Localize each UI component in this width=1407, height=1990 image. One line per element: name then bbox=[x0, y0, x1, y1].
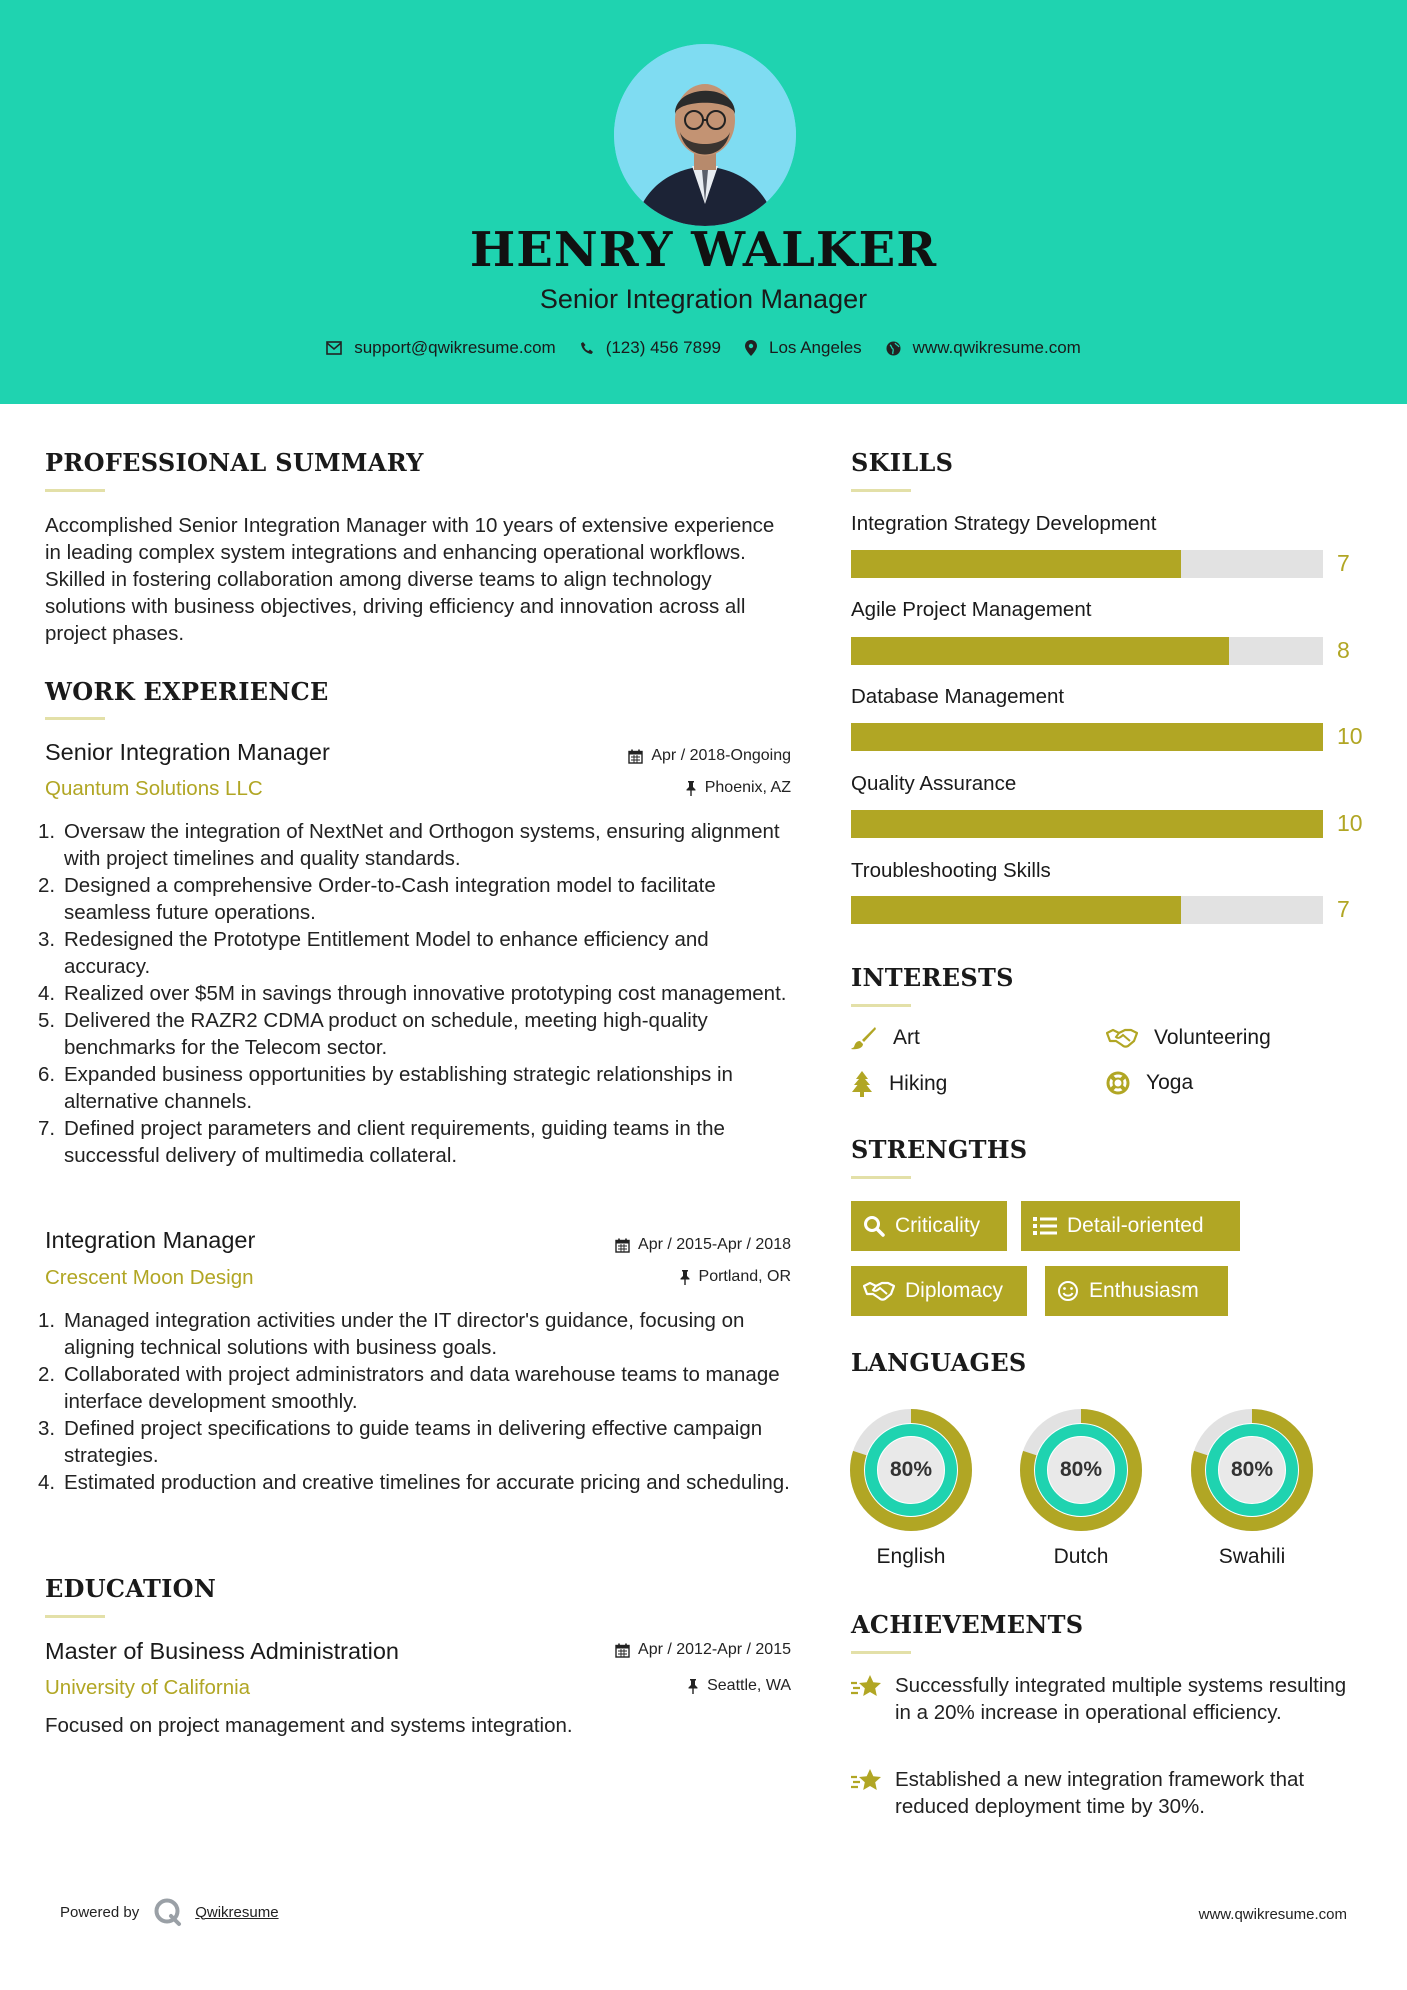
education-description: Focused on project management and systems integration. bbox=[45, 1714, 573, 1737]
skill-label: Database Management bbox=[851, 685, 1065, 708]
achievement-item bbox=[851, 1672, 1351, 1726]
job-title-2: Integration Manager bbox=[45, 1227, 256, 1253]
contact-email-text: support@qwikresume.com bbox=[354, 338, 556, 357]
strength-label: Diplomacy bbox=[905, 1279, 1004, 1302]
candidate-title: Senior Integration Manager bbox=[539, 284, 868, 314]
contact-bar bbox=[0, 338, 1407, 358]
phone-icon bbox=[580, 341, 594, 355]
strengths-heading: STRENGTHS bbox=[851, 1135, 1028, 1164]
footer-website[interactable]: www.qwikresume.com bbox=[1198, 1906, 1347, 1923]
qwikresume-logo-icon bbox=[153, 1897, 183, 1927]
job-location-1 bbox=[540, 779, 791, 797]
job-location-2 bbox=[540, 1268, 791, 1286]
education-location bbox=[540, 1677, 791, 1695]
powered-by-text: Powered by bbox=[60, 1903, 140, 1921]
strength-label: Enthusiasm bbox=[1089, 1279, 1199, 1302]
skill-label: Quality Assurance bbox=[851, 772, 1017, 795]
summary-rule bbox=[45, 489, 105, 492]
list-item: 4. Estimated production and creative timelines for accurate pricing and scheduling. bbox=[38, 1471, 790, 1494]
skill-bar-fill bbox=[851, 810, 1323, 838]
interest-volunteering bbox=[1106, 1026, 1271, 1050]
list-item: 3. Redesigned the Prototype Entitlement Model to enhance efficiency and accuracy. bbox=[38, 928, 709, 978]
interest-label: Yoga bbox=[1146, 1071, 1194, 1094]
language-name: Dutch bbox=[1053, 1545, 1109, 1568]
lifering-icon bbox=[1106, 1071, 1130, 1095]
job-bullets-1 bbox=[38, 818, 798, 1169]
list-item: 1. Oversaw the integration of NextNet and Orthogon systems, ensuring alignment with project timelines and quality standards. bbox=[38, 820, 780, 870]
footer-powered-by bbox=[60, 1897, 279, 1927]
tree-icon bbox=[851, 1071, 873, 1097]
list-item: 1. Managed integration activities under the IT director's guidance, focusing on aligning technical solutions with business goals. bbox=[38, 1309, 745, 1359]
interest-label: Hiking bbox=[889, 1072, 948, 1095]
interest-label: Art bbox=[893, 1026, 920, 1049]
interest-art bbox=[851, 1026, 920, 1050]
education-location-text: Seattle, WA bbox=[707, 1677, 791, 1694]
interest-label: Volunteering bbox=[1154, 1026, 1271, 1049]
award-star-icon bbox=[851, 1768, 883, 1794]
job-location-text-2: Portland, OR bbox=[698, 1268, 791, 1285]
candidate-name: HENRY WALKER bbox=[469, 222, 938, 278]
interests-rule bbox=[851, 1004, 911, 1007]
contact-location-text: Los Angeles bbox=[769, 338, 862, 357]
job-date-text-2: Apr / 2015-Apr / 2018 bbox=[638, 1236, 791, 1253]
contact-phone-text: (123) 456 7899 bbox=[605, 338, 722, 357]
achievements-heading: ACHIEVEMENTS bbox=[851, 1610, 1084, 1639]
skill-value: 8 bbox=[1337, 637, 1350, 663]
skills-heading: SKILLS bbox=[851, 448, 954, 477]
language-ring bbox=[1191, 1409, 1313, 1531]
summary-text: Accomplished Senior Integration Manager with 10 years of extensive experience in leading complex system integrations and enhancing operational workflows. Skilled in fostering collaboration among diverse teams to align technology solutions with business objectives, driving efficiency and innovation across all project phases. bbox=[45, 514, 775, 645]
contact-website-text: www.qwikresume.com bbox=[912, 338, 1081, 357]
skill-bar-fill bbox=[851, 637, 1229, 665]
strength-chip-criticality bbox=[851, 1201, 1007, 1251]
strength-chip-diplomacy bbox=[851, 1266, 1027, 1316]
skill-bar-fill bbox=[851, 723, 1323, 751]
contact-location bbox=[745, 338, 862, 358]
language-dutch bbox=[1020, 1409, 1142, 1569]
calendar-icon bbox=[628, 749, 643, 764]
envelope-icon bbox=[326, 341, 342, 355]
list-item: 2. Designed a comprehensive Order-to-Cash integration model to facilitate seamless future operations. bbox=[38, 874, 716, 924]
smile-icon bbox=[1057, 1280, 1079, 1302]
interests-heading: INTERESTS bbox=[851, 963, 1014, 992]
map-marker-icon bbox=[745, 340, 757, 356]
skill-label: Troubleshooting Skills bbox=[851, 859, 1051, 882]
education-date bbox=[540, 1641, 791, 1659]
strength-label: Criticality bbox=[895, 1214, 981, 1237]
header-banner bbox=[0, 0, 1407, 404]
strengths-rule bbox=[851, 1176, 911, 1179]
handshake-icon bbox=[863, 1280, 895, 1302]
skill-bar bbox=[851, 810, 1323, 838]
pushpin-icon bbox=[679, 1270, 691, 1285]
calendar-icon bbox=[615, 1643, 630, 1658]
job-company-2: Crescent Moon Design bbox=[45, 1266, 254, 1289]
education-rule bbox=[45, 1615, 105, 1618]
education-heading: EDUCATION bbox=[45, 1574, 217, 1603]
education-degree: Master of Business Administration bbox=[45, 1638, 399, 1664]
experience-rule bbox=[45, 717, 105, 720]
interest-yoga bbox=[1106, 1071, 1193, 1095]
skill-value: 10 bbox=[1337, 723, 1363, 749]
profile-photo bbox=[614, 44, 796, 226]
strength-label: Detail-oriented bbox=[1067, 1214, 1204, 1237]
job-bullets-2 bbox=[38, 1307, 798, 1496]
education-date-text: Apr / 2012-Apr / 2015 bbox=[638, 1641, 791, 1658]
award-star-icon bbox=[851, 1674, 883, 1700]
job-date-1 bbox=[540, 747, 791, 765]
skill-label: Agile Project Management bbox=[851, 598, 1092, 621]
skill-bar bbox=[851, 550, 1323, 578]
list-item: 6. Expanded business opportunities by establishing strategic relationships in alternative channels. bbox=[38, 1063, 733, 1113]
achievements-rule bbox=[851, 1651, 911, 1654]
experience-heading: WORK EXPERIENCE bbox=[45, 677, 329, 706]
list-item: 2. Collaborated with project administrators and data warehouse teams to manage interface development smoothly. bbox=[38, 1363, 780, 1413]
list-item: 7. Defined project parameters and client requirements, guiding teams in the successful delivery of multimedia collateral. bbox=[38, 1117, 725, 1167]
skill-bar bbox=[851, 723, 1323, 751]
skill-bar bbox=[851, 637, 1323, 665]
skill-value: 10 bbox=[1337, 810, 1363, 836]
job-company-1: Quantum Solutions LLC bbox=[45, 777, 263, 800]
education-school: University of California bbox=[45, 1676, 251, 1699]
skill-bar bbox=[851, 896, 1323, 924]
list-item: 5. Delivered the RAZR2 CDMA product on schedule, meeting high-quality benchmarks for the Telecom sector. bbox=[38, 1009, 708, 1059]
language-percent: 80% bbox=[1059, 1458, 1103, 1481]
globe-icon bbox=[886, 341, 901, 356]
language-percent: 80% bbox=[1230, 1458, 1274, 1481]
achievement-text: Successfully integrated multiple systems resulting in a 20% increase in operational efficiency. bbox=[895, 1674, 1347, 1724]
job-date-2 bbox=[540, 1236, 791, 1254]
skill-bar-fill bbox=[851, 896, 1181, 924]
avatar bbox=[614, 44, 796, 226]
skill-bar-fill bbox=[851, 550, 1181, 578]
list-item: 3. Defined project specifications to guide teams in delivering effective campaign strategies. bbox=[38, 1417, 763, 1467]
achievement-text: Established a new integration framework that reduced deployment time by 30%. bbox=[895, 1768, 1305, 1818]
brand-link[interactable]: Qwikresume bbox=[195, 1903, 279, 1921]
skill-label: Integration Strategy Development bbox=[851, 512, 1157, 535]
languages-heading: LANGUAGES bbox=[851, 1348, 1027, 1377]
pushpin-icon bbox=[687, 1679, 699, 1694]
pushpin-icon bbox=[685, 781, 697, 796]
list-item: 4. Realized over $5M in savings through innovative prototyping cost management. bbox=[38, 982, 787, 1005]
language-swahili bbox=[1191, 1409, 1313, 1569]
strength-chip-detail-oriented bbox=[1021, 1201, 1240, 1251]
summary-heading: PROFESSIONAL SUMMARY bbox=[45, 448, 424, 477]
skills-rule bbox=[851, 489, 911, 492]
contact-email[interactable] bbox=[326, 338, 556, 358]
job-title-1: Senior Integration Manager bbox=[45, 739, 330, 765]
strength-chip-enthusiasm bbox=[1045, 1266, 1228, 1316]
paintbrush-icon bbox=[851, 1026, 877, 1050]
calendar-icon bbox=[615, 1238, 630, 1253]
contact-phone[interactable] bbox=[580, 338, 721, 358]
language-english bbox=[850, 1409, 972, 1569]
language-ring bbox=[1020, 1409, 1142, 1531]
search-icon bbox=[863, 1215, 885, 1237]
contact-website[interactable] bbox=[886, 338, 1081, 358]
interest-hiking bbox=[851, 1071, 947, 1097]
language-ring bbox=[850, 1409, 972, 1531]
list-icon bbox=[1033, 1216, 1057, 1236]
language-name: Swahili bbox=[1218, 1545, 1286, 1568]
job-location-text-1: Phoenix, AZ bbox=[704, 779, 791, 796]
skill-value: 7 bbox=[1337, 550, 1350, 576]
language-percent: 80% bbox=[889, 1458, 933, 1481]
job-date-text-1: Apr / 2018-Ongoing bbox=[651, 747, 791, 764]
achievement-item bbox=[851, 1766, 1351, 1820]
skill-value: 7 bbox=[1337, 896, 1350, 922]
handshake-icon bbox=[1106, 1027, 1138, 1049]
language-name: English bbox=[876, 1545, 946, 1568]
